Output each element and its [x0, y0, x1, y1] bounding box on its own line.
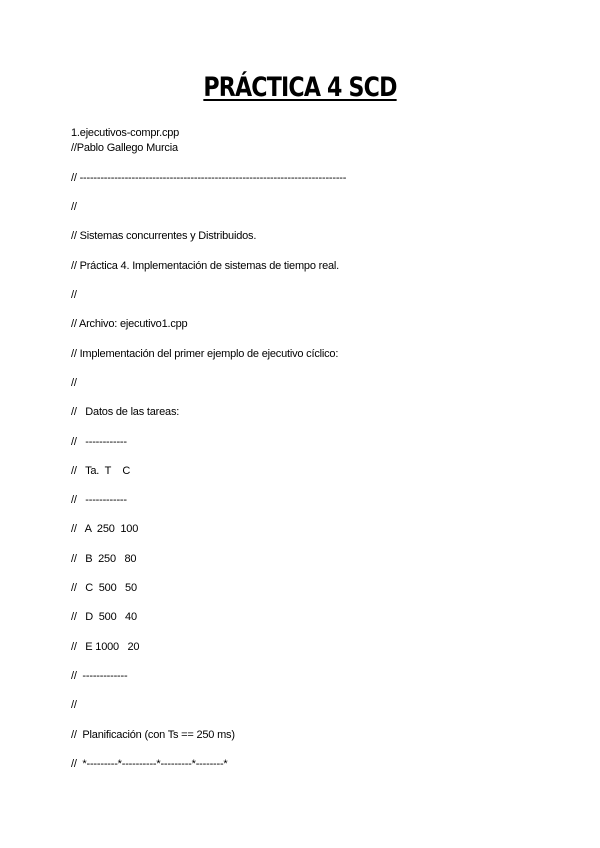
code-line: // — [71, 289, 77, 301]
code-line: // ------------- — [71, 670, 128, 682]
code-line: // Datos de las tareas: — [71, 406, 180, 418]
code-line: // Sistemas concurrentes y Distribuidos. — [71, 230, 257, 242]
file-name-line: 1.ejecutivos-compr.cpp — [71, 127, 180, 139]
code-line: // A 250 100 — [71, 523, 139, 535]
code-line: // — [71, 699, 77, 711]
code-line: // ----------------------------------------------------------------------------- — [71, 172, 347, 184]
code-line: // ------------ — [71, 436, 127, 448]
code-line: // C 500 50 — [71, 582, 137, 594]
code-line: // Implementación del primer ejemplo de ejecutivo cíclico: — [71, 348, 339, 360]
code-line: // Archivo: ejecutivo1.cpp — [71, 318, 188, 330]
code-line: // B 250 80 — [71, 553, 137, 565]
code-line: // Ta. T C — [71, 465, 131, 477]
page-title: PRÁCTICA 4 SCD — [203, 72, 397, 103]
code-line: // — [71, 377, 77, 389]
code-line: // ------------ — [71, 494, 127, 506]
code-line: // — [71, 201, 77, 213]
code-line: // E 1000 20 — [71, 641, 140, 653]
code-line: // D 500 40 — [71, 611, 137, 623]
code-line: // Práctica 4. Implementación de sistemas de tiempo real. — [71, 260, 340, 272]
code-line: // *---------*----------*---------*--------* — [71, 758, 228, 770]
code-line: // Planificación (con Ts == 250 ms) — [71, 729, 235, 741]
author-line: //Pablo Gallego Murcia — [71, 142, 178, 154]
